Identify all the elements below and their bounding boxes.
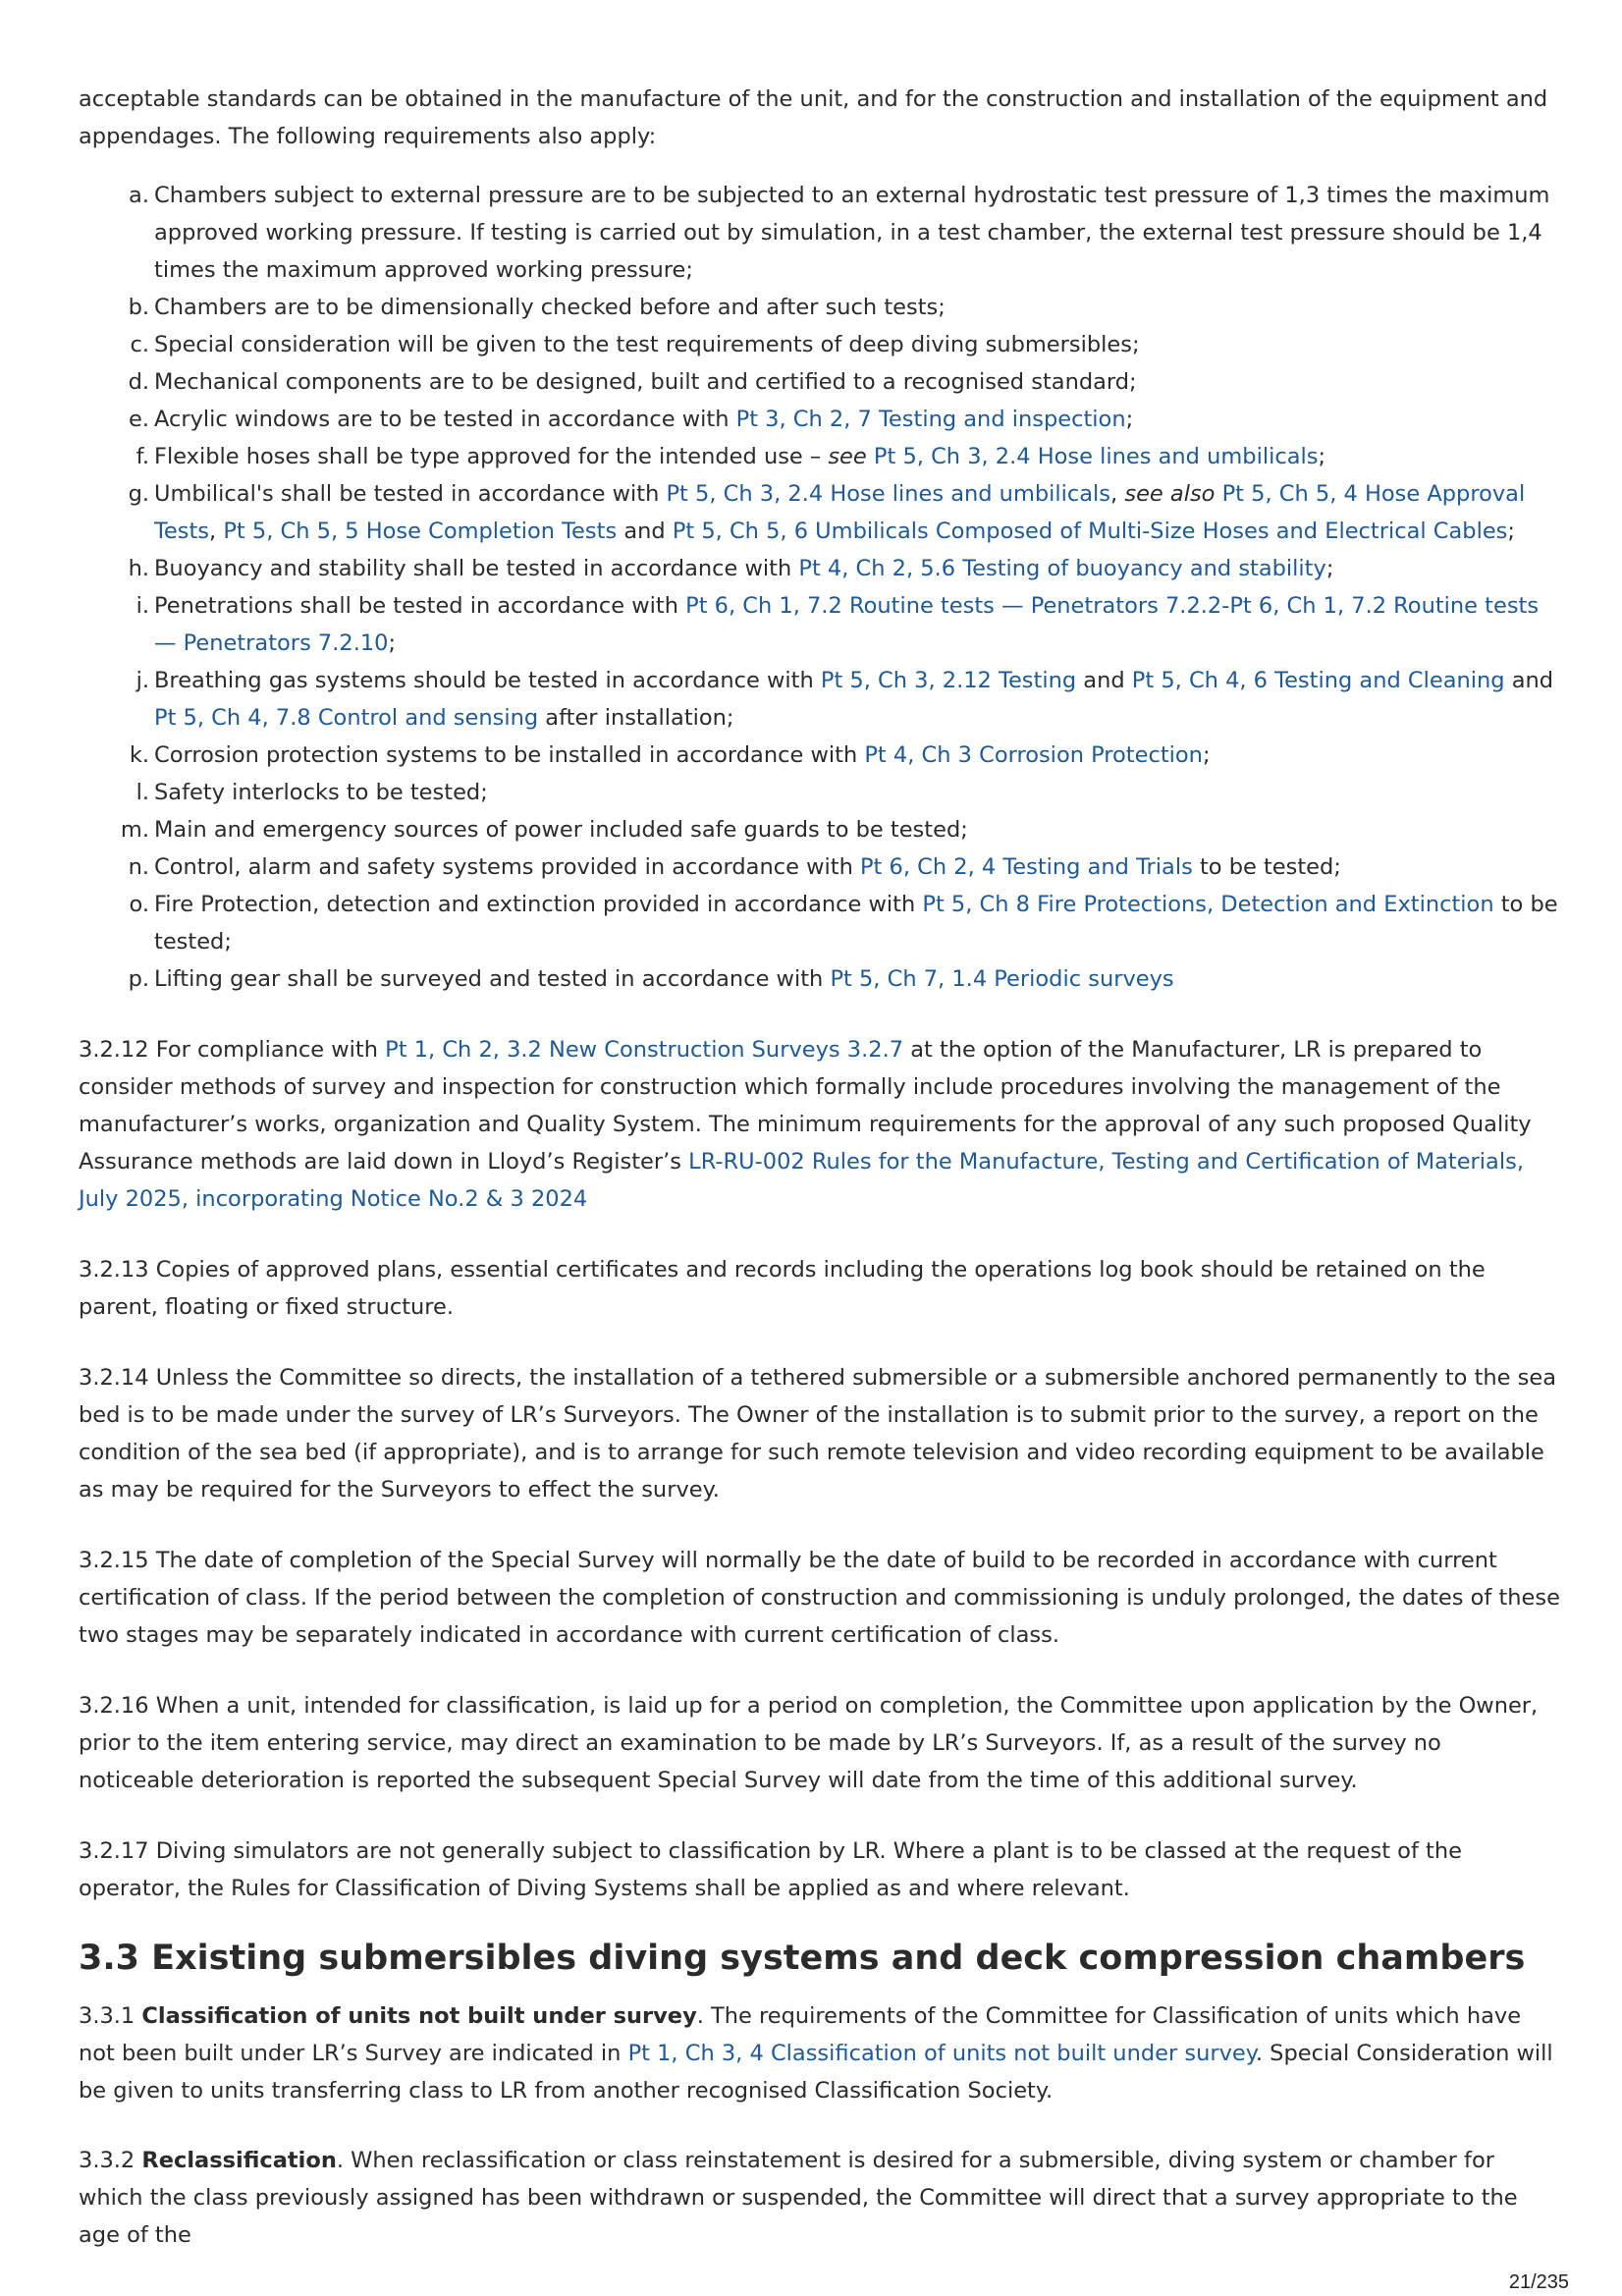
- list-item: k. Corrosion protection systems to be installed in accordance with Pt 4, Ch 3 Corrosion Protection;: [79, 737, 1561, 774]
- link-testing-trials[interactable]: Pt 6, Ch 2, 4 Testing and Trials: [859, 854, 1193, 880]
- list-item: n. Control, alarm and safety systems provided in accordance with Pt 6, Ch 2, 4 Testing and Trials to be tested;: [79, 848, 1561, 886]
- list-marker: g.: [128, 481, 149, 507]
- list-item: g. Umbilical's shall be tested in accordance with Pt 5, Ch 3, 2.4 Hose lines and umbilicals, see also Pt 5, Ch 5, 4 Hose Approval Tests, Pt 5, Ch 5, 5 Hose Completion Tests and Pt 5, Ch 5, 6 Umbilicals Composed of Multi-Size Hoses and Electrical Cables;: [79, 475, 1561, 550]
- list-item: j. Breathing gas systems should be tested in accordance with Pt 5, Ch 3, 2.12 Testing and Pt 5, Ch 4, 6 Testing and Cleaning and Pt 5, Ch 4, 7.8 Control and sensing after installation;: [79, 662, 1561, 737]
- link-hose-lines-umbilicals[interactable]: Pt 5, Ch 3, 2.4 Hose lines and umbilicals: [666, 481, 1111, 507]
- link-control-sensing[interactable]: Pt 5, Ch 4, 7.8 Control and sensing: [154, 705, 539, 731]
- list-marker: o.: [129, 892, 149, 917]
- link-penetrators[interactable]: Pt 6, Ch 1, 7.2 Routine tests — Penetrators 7.2.2-Pt 6, Ch 1, 7.2 Routine tests — Penetrators 7.2.10: [154, 593, 1540, 656]
- list-marker: c.: [130, 332, 149, 357]
- link-lr-ru-002-rules[interactable]: LR-RU-002 Rules for the Manufacture, Testing and Certification of Materials, July 2025, incorporating Notice No.2 & 3 2024: [79, 1149, 1524, 1212]
- list-marker: a.: [129, 183, 149, 208]
- link-umbilicals-multi-size[interactable]: Pt 5, Ch 5, 6 Umbilicals Composed of Multi-Size Hoses and Electrical Cables: [672, 519, 1508, 544]
- link-new-construction-surveys[interactable]: Pt 1, Ch 2, 3.2 New Construction Surveys 3.2.7: [385, 1037, 904, 1063]
- list-marker: e.: [129, 407, 149, 432]
- list-marker: l.: [135, 780, 149, 805]
- list-item: a. Chambers subject to external pressure are to be subjected to an external hydrostatic test pressure of 1,3 times the maximum approved working pressure. If testing is carried out by simulation, in a test chamber, the external test pressure should be 1,4 times the maximum approved working pressure;: [79, 177, 1561, 289]
- list-item: p. Lifting gear shall be surveyed and tested in accordance with Pt 5, Ch 7, 1.4 Periodic surveys: [79, 960, 1561, 998]
- intro-paragraph: acceptable standards can be obtained in the manufacture of the unit, and for the construction and installation of the equipment and appendages. The following requirements also apply:: [79, 86, 1548, 149]
- link-hose-lines[interactable]: Pt 5, Ch 3, 2.4 Hose lines and umbilicals: [873, 444, 1319, 469]
- link-testing-cleaning[interactable]: Pt 5, Ch 4, 6 Testing and Cleaning: [1131, 668, 1505, 693]
- list-marker: f.: [135, 444, 149, 469]
- list-item: f. Flexible hoses shall be type approved for the intended use – see Pt 5, Ch 3, 2.4 Hose lines and umbilicals;: [79, 438, 1561, 475]
- link-periodic-surveys[interactable]: Pt 5, Ch 7, 1.4 Periodic surveys: [830, 966, 1174, 992]
- list-item: o. Fire Protection, detection and extinction provided in accordance with Pt 5, Ch 8 Fire Protections, Detection and Extinction to be tested;: [79, 886, 1561, 960]
- link-buoyancy-stability[interactable]: Pt 4, Ch 2, 5.6 Testing of buoyancy and stability: [798, 556, 1326, 581]
- link-hose-completion-tests[interactable]: Pt 5, Ch 5, 5 Hose Completion Tests: [223, 519, 618, 544]
- paragraph-3-3-1: 3.3.1 Classification of units not built under survey. The requirements of the Committee for Classification of units which have not been built under LR’s Survey are indicated in Pt 1, Ch 3, 4 Classification of units not built under survey. Special Consideration will be given to units transferring class to LR from another recognised Classification Society.: [79, 2003, 1553, 2104]
- list-item: d. Mechanical components are to be designed, built and certified to a recognised standard;: [79, 363, 1561, 401]
- paragraph-3-2-14: 3.2.14 Unless the Committee so directs, the installation of a tethered submersible or a submersible anchored permanently to the sea bed is to be made under the survey of LR’s Surveyors. The Owner of the installation is to submit prior to the survey, a report on the condition of the sea bed (if appropriate), and is to arrange for such remote television and video recording equipment to be available as may be required for the Surveyors to effect the survey.: [79, 1365, 1557, 1503]
- list-marker: h.: [128, 556, 149, 581]
- list-marker: m.: [120, 817, 149, 843]
- paragraph-3-2-16: 3.2.16 When a unit, intended for classification, is laid up for a period on completion, the Committee upon application by the Owner, prior to the item entering service, may direct an examination to be made by LR’s Surveyors. If, as a result of the survey no noticeable deterioration is reported the subsequent Special Survey will date from the time of this additional survey.: [79, 1693, 1539, 1793]
- link-acrylic-testing[interactable]: Pt 3, Ch 2, 7 Testing and inspection: [735, 407, 1126, 432]
- list-item: m. Main and emergency sources of power included safe guards to be tested;: [79, 811, 1561, 848]
- link-fire-protections[interactable]: Pt 5, Ch 8 Fire Protections, Detection and Extinction: [922, 892, 1494, 917]
- paragraph-3-2-13: 3.2.13 Copies of approved plans, essential certificates and records including the operations log book should be retained on the parent, floating or fixed structure.: [79, 1257, 1486, 1320]
- list-item: l. Safety interlocks to be tested;: [79, 774, 1561, 811]
- paragraph-3-2-17: 3.2.17 Diving simulators are not generally subject to classification by LR. Where a plant is to be classed at the request of the operator, the Rules for Classification of Diving Systems shall be applied as and where relevant.: [79, 1838, 1462, 1901]
- list-marker: d.: [128, 369, 149, 395]
- paragraph-3-2-15: 3.2.15 The date of completion of the Special Survey will normally be the date of build to be recorded in accordance with current certification of class. If the period between the completion of construction and commissioning is unduly prolonged, the dates of these two stages may be separately indicated in accordance with current certification of class.: [79, 1548, 1560, 1648]
- list-marker: p.: [128, 966, 149, 992]
- list-item: i. Penetrations shall be tested in accordance with Pt 6, Ch 1, 7.2 Routine tests — Penetrators 7.2.2-Pt 6, Ch 1, 7.2 Routine tests — Penetrators 7.2.10;: [79, 587, 1561, 662]
- list-item: h. Buoyancy and stability shall be tested in accordance with Pt 4, Ch 2, 5.6 Testing of buoyancy and stability;: [79, 550, 1561, 587]
- list-marker: i.: [135, 593, 149, 619]
- section-heading-3-3: 3.3 Existing submersibles diving systems and deck compression chambers: [79, 1939, 1526, 1978]
- page-number: 21/235: [1508, 2271, 1569, 2293]
- requirements-list: [79, 177, 1561, 998]
- list-marker: k.: [129, 742, 149, 768]
- document-page: [79, 81, 1561, 2254]
- list-item: b. Chambers are to be dimensionally checked before and after such tests;: [79, 289, 1561, 326]
- list-marker: b.: [128, 295, 149, 320]
- list-marker: n.: [128, 854, 149, 880]
- paragraph-3-2-12: 3.2.12 For compliance with Pt 1, Ch 2, 3.2 New Construction Surveys 3.2.7 at the option of the Manufacturer, LR is prepared to consider methods of survey and inspection for construction which formally include procedures involving the management of the manufacturer’s works, organization and Quality System. The minimum requirements for the approval of any such proposed Quality Assurance methods are laid down in Lloyd’s Register’s LR-RU-002 Rules for the Manufacture, Testing and Certification of Materials, July 2025, incorporating Notice No.2 & 3 2024: [79, 1037, 1532, 1212]
- list-item: e. Acrylic windows are to be tested in accordance with Pt 3, Ch 2, 7 Testing and inspection;: [79, 401, 1561, 438]
- link-testing[interactable]: Pt 5, Ch 3, 2.12 Testing: [820, 668, 1077, 693]
- link-corrosion-protection[interactable]: Pt 4, Ch 3 Corrosion Protection: [864, 742, 1203, 768]
- list-item: c. Special consideration will be given to the test requirements of deep diving submersibles;: [79, 326, 1561, 363]
- link-hose-approval-tests[interactable]: Pt 5, Ch 5, 4 Hose Approval Tests: [154, 481, 1526, 544]
- list-marker: j.: [135, 668, 149, 693]
- paragraph-3-3-2: 3.3.2 Reclassification. When reclassification or class reinstatement is desired for a submersible, diving system or chamber for which the class previously assigned has been withdrawn or suspended, the Committee will direct that a survey appropriate to the age of the: [79, 2148, 1518, 2248]
- link-classification-not-built[interactable]: Pt 1, Ch 3, 4 Classification of units not built under survey: [627, 2041, 1256, 2066]
